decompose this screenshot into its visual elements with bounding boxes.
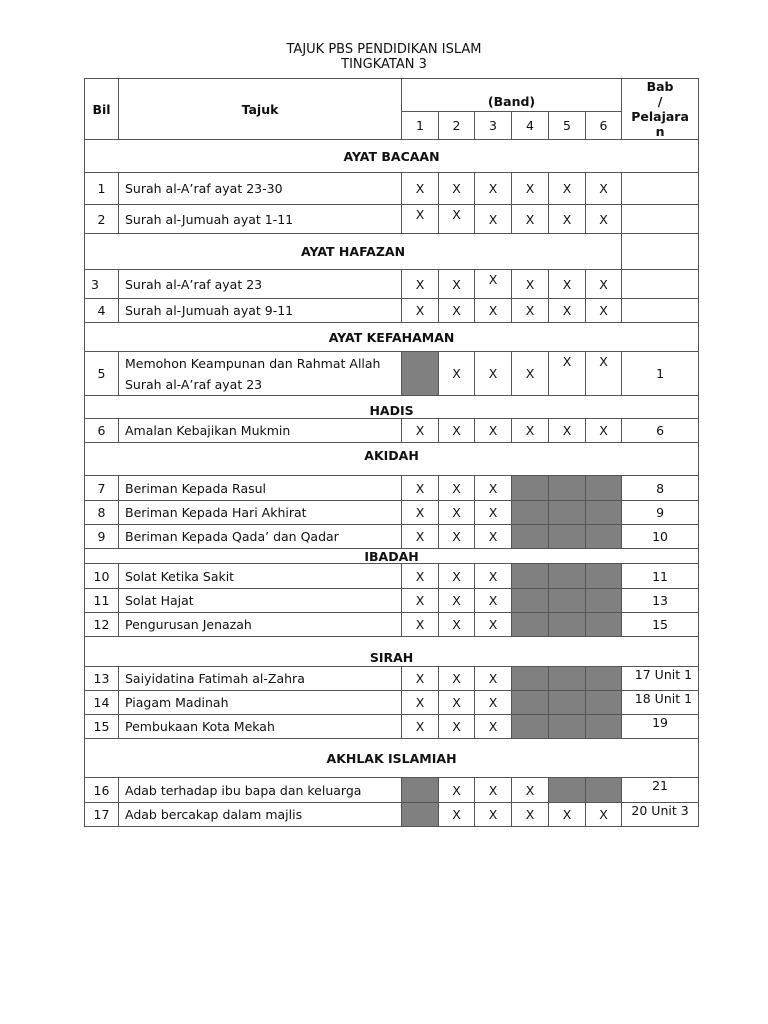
table-row bbox=[85, 476, 699, 501]
band-mark: X bbox=[402, 205, 439, 234]
band-mark: X bbox=[439, 419, 475, 443]
row-tajuk: Solat Ketika Sakit bbox=[119, 564, 402, 589]
band-mark: X bbox=[439, 715, 475, 739]
band-shaded bbox=[512, 613, 549, 637]
empty-cell bbox=[622, 234, 699, 270]
row-bab: 11 bbox=[622, 564, 699, 589]
band-mark: X bbox=[475, 589, 512, 613]
band-shaded bbox=[402, 778, 439, 803]
band-shaded bbox=[586, 501, 622, 525]
band-shaded bbox=[549, 476, 586, 501]
band-mark: X bbox=[402, 299, 439, 323]
band-mark: X bbox=[586, 803, 622, 827]
row-bil: 4 bbox=[85, 299, 119, 323]
section-row bbox=[85, 443, 699, 476]
row-bil: 5 bbox=[85, 352, 119, 396]
band-mark: X bbox=[512, 205, 549, 234]
band-shaded bbox=[586, 778, 622, 803]
table-row bbox=[85, 778, 699, 803]
row-bil: 8 bbox=[85, 501, 119, 525]
table-row bbox=[85, 352, 699, 396]
band-mark: X bbox=[512, 803, 549, 827]
band-mark: X bbox=[475, 778, 512, 803]
row-bil: 12 bbox=[85, 613, 119, 637]
row-bab: 21 bbox=[622, 778, 699, 803]
row-bil: 13 bbox=[85, 667, 119, 691]
band-shaded bbox=[549, 613, 586, 637]
title-line-2: TINGKATAN 3 bbox=[341, 57, 427, 72]
section-ibadah: IBADAH bbox=[85, 549, 699, 564]
row-bil: 14 bbox=[85, 691, 119, 715]
table-row bbox=[85, 667, 699, 691]
band-mark: X bbox=[402, 476, 439, 501]
table-row bbox=[85, 299, 699, 323]
table-row bbox=[85, 525, 699, 549]
section-akhlak-islamiah: AKHLAK ISLAMIAH bbox=[85, 739, 699, 778]
table-row bbox=[85, 564, 699, 589]
section-row bbox=[85, 637, 699, 667]
band-shaded bbox=[586, 525, 622, 549]
row-bil: 11 bbox=[85, 589, 119, 613]
section-row bbox=[85, 549, 699, 564]
band-shaded bbox=[549, 564, 586, 589]
row-tajuk: Pembukaan Kota Mekah bbox=[119, 715, 402, 739]
band-mark: X bbox=[475, 419, 512, 443]
row-bab bbox=[622, 270, 699, 299]
band-shaded bbox=[549, 778, 586, 803]
band-shaded bbox=[512, 667, 549, 691]
band-shaded bbox=[586, 476, 622, 501]
section-ayat-kefahaman: AYAT KEFAHAMAN bbox=[85, 323, 699, 352]
band-mark: X bbox=[512, 419, 549, 443]
band-mark: X bbox=[475, 270, 512, 299]
band-mark: X bbox=[512, 352, 549, 396]
band-level: 3 bbox=[475, 112, 512, 140]
band-mark: X bbox=[512, 778, 549, 803]
row-bil: 1 bbox=[85, 173, 119, 205]
section-ayat-bacaan: AYAT BACAAN bbox=[85, 140, 699, 173]
band-mark: X bbox=[402, 715, 439, 739]
band-mark: X bbox=[402, 691, 439, 715]
row-bab: 8 bbox=[622, 476, 699, 501]
col-header-tajuk: Tajuk bbox=[119, 79, 402, 140]
row-bab: 1 bbox=[622, 352, 699, 396]
band-mark: X bbox=[549, 205, 586, 234]
row-bab bbox=[622, 299, 699, 323]
table-row bbox=[85, 205, 699, 234]
band-mark: X bbox=[439, 501, 475, 525]
pbs-table bbox=[84, 78, 699, 827]
row-bil: 3 bbox=[85, 270, 119, 299]
band-mark: X bbox=[586, 173, 622, 205]
header-row bbox=[85, 79, 699, 112]
row-tajuk-line1: Memohon Keampunan dan Rahmat Allah bbox=[125, 355, 381, 371]
band-mark: X bbox=[402, 564, 439, 589]
document-title bbox=[0, 42, 768, 72]
band-mark: X bbox=[439, 589, 475, 613]
band-mark: X bbox=[439, 778, 475, 803]
band-mark: X bbox=[439, 205, 475, 234]
band-shaded bbox=[549, 667, 586, 691]
row-bab: 9 bbox=[622, 501, 699, 525]
band-mark: X bbox=[475, 205, 512, 234]
band-mark: X bbox=[475, 564, 512, 589]
band-level: 4 bbox=[512, 112, 549, 140]
row-bab: 20 Unit 3 bbox=[622, 803, 699, 827]
row-tajuk: Beriman Kepada Rasul bbox=[119, 476, 402, 501]
table-row bbox=[85, 691, 699, 715]
band-shaded bbox=[549, 525, 586, 549]
bab-header-line1: Bab bbox=[646, 79, 674, 94]
title-line-1: TAJUK PBS PENDIDIKAN ISLAM bbox=[286, 42, 482, 57]
band-mark: X bbox=[549, 173, 586, 205]
band-mark: X bbox=[549, 299, 586, 323]
row-tajuk: Surah al-Jumuah ayat 9-11 bbox=[119, 299, 402, 323]
band-mark: X bbox=[549, 419, 586, 443]
band-shaded bbox=[512, 691, 549, 715]
band-mark: X bbox=[402, 501, 439, 525]
band-mark: X bbox=[439, 352, 475, 396]
table-row bbox=[85, 419, 699, 443]
band-mark: X bbox=[512, 299, 549, 323]
band-shaded bbox=[512, 715, 549, 739]
band-shaded bbox=[512, 476, 549, 501]
table-row bbox=[85, 173, 699, 205]
band-mark: X bbox=[475, 352, 512, 396]
row-bab: 13 bbox=[622, 589, 699, 613]
band-mark: X bbox=[549, 352, 586, 396]
band-shaded bbox=[512, 589, 549, 613]
row-bab: 17 Unit 1 bbox=[622, 667, 699, 691]
band-shaded bbox=[549, 715, 586, 739]
section-row bbox=[85, 140, 699, 173]
band-mark: X bbox=[402, 589, 439, 613]
band-mark: X bbox=[549, 803, 586, 827]
section-row bbox=[85, 739, 699, 778]
row-bab: 10 bbox=[622, 525, 699, 549]
row-tajuk: Amalan Kebajikan Mukmin bbox=[119, 419, 402, 443]
band-mark: X bbox=[475, 667, 512, 691]
row-bab: 6 bbox=[622, 419, 699, 443]
band-mark: X bbox=[586, 419, 622, 443]
table-row bbox=[85, 613, 699, 637]
table-row bbox=[85, 589, 699, 613]
band-mark: X bbox=[512, 270, 549, 299]
row-tajuk: Beriman Kepada Qada’ dan Qadar bbox=[119, 525, 402, 549]
row-tajuk: Piagam Madinah bbox=[119, 691, 402, 715]
table-row bbox=[85, 270, 699, 299]
band-shaded bbox=[402, 352, 439, 396]
row-bil: 6 bbox=[85, 419, 119, 443]
row-bab bbox=[622, 173, 699, 205]
row-bab: 18 Unit 1 bbox=[622, 691, 699, 715]
band-shaded bbox=[549, 691, 586, 715]
band-shaded bbox=[586, 691, 622, 715]
band-mark: X bbox=[402, 613, 439, 637]
band-mark: X bbox=[475, 476, 512, 501]
row-tajuk bbox=[119, 352, 402, 396]
band-mark: X bbox=[402, 270, 439, 299]
band-mark: X bbox=[439, 270, 475, 299]
band-mark: X bbox=[439, 525, 475, 549]
section-row bbox=[85, 396, 699, 419]
bab-header-line3: Pelajara bbox=[631, 109, 689, 124]
band-mark: X bbox=[402, 525, 439, 549]
table-row bbox=[85, 501, 699, 525]
band-mark: X bbox=[475, 501, 512, 525]
band-mark: X bbox=[549, 270, 586, 299]
band-mark: X bbox=[586, 205, 622, 234]
band-shaded bbox=[586, 613, 622, 637]
band-mark: X bbox=[439, 476, 475, 501]
band-mark: X bbox=[475, 691, 512, 715]
band-mark: X bbox=[402, 667, 439, 691]
section-ayat-hafazan: AYAT HAFAZAN bbox=[85, 234, 622, 270]
band-level: 6 bbox=[586, 112, 622, 140]
row-bil: 17 bbox=[85, 803, 119, 827]
col-header-bil: Bil bbox=[85, 79, 119, 140]
row-bil: 7 bbox=[85, 476, 119, 501]
band-mark: X bbox=[475, 613, 512, 637]
band-mark: X bbox=[439, 667, 475, 691]
band-level: 2 bbox=[439, 112, 475, 140]
row-bil: 2 bbox=[85, 205, 119, 234]
section-hadis: HADIS bbox=[85, 396, 699, 419]
band-mark: X bbox=[475, 299, 512, 323]
band-shaded bbox=[549, 589, 586, 613]
band-shaded bbox=[512, 501, 549, 525]
row-bil: 10 bbox=[85, 564, 119, 589]
col-header-bab bbox=[622, 79, 699, 140]
row-bil: 9 bbox=[85, 525, 119, 549]
band-shaded bbox=[549, 501, 586, 525]
row-tajuk: Surah al-A’raf ayat 23 bbox=[119, 270, 402, 299]
row-tajuk-line2: Surah al-A’raf ayat 23 bbox=[125, 376, 263, 392]
band-mark: X bbox=[402, 173, 439, 205]
row-tajuk: Surah al-A’raf ayat 23-30 bbox=[119, 173, 402, 205]
band-shaded bbox=[586, 589, 622, 613]
bab-header-line2: / bbox=[657, 94, 663, 109]
row-tajuk: Solat Hajat bbox=[119, 589, 402, 613]
row-bil: 15 bbox=[85, 715, 119, 739]
row-tajuk: Beriman Kepada Hari Akhirat bbox=[119, 501, 402, 525]
band-mark: X bbox=[439, 299, 475, 323]
row-bil: 16 bbox=[85, 778, 119, 803]
band-mark: X bbox=[512, 173, 549, 205]
row-bab: 15 bbox=[622, 613, 699, 637]
band-shaded bbox=[512, 564, 549, 589]
section-row bbox=[85, 323, 699, 352]
row-bab: 19 bbox=[622, 715, 699, 739]
band-shaded bbox=[586, 715, 622, 739]
band-mark: X bbox=[475, 173, 512, 205]
row-bab bbox=[622, 205, 699, 234]
band-mark: X bbox=[586, 352, 622, 396]
band-shaded bbox=[402, 803, 439, 827]
table-row bbox=[85, 803, 699, 827]
band-mark: X bbox=[439, 564, 475, 589]
row-tajuk: Adab terhadap ibu bapa dan keluarga bbox=[119, 778, 402, 803]
band-mark: X bbox=[475, 525, 512, 549]
band-mark: X bbox=[475, 803, 512, 827]
section-akidah: AKIDAH bbox=[85, 443, 699, 476]
band-mark: X bbox=[439, 173, 475, 205]
band-shaded bbox=[512, 525, 549, 549]
row-tajuk: Surah al-Jumuah ayat 1-11 bbox=[119, 205, 402, 234]
band-shaded bbox=[586, 564, 622, 589]
row-tajuk: Adab bercakap dalam majlis bbox=[119, 803, 402, 827]
band-mark: X bbox=[402, 419, 439, 443]
table-row bbox=[85, 715, 699, 739]
band-mark: X bbox=[439, 691, 475, 715]
band-shaded bbox=[586, 667, 622, 691]
band-mark: X bbox=[475, 715, 512, 739]
bab-header-line4: n bbox=[655, 124, 665, 139]
band-level: 1 bbox=[402, 112, 439, 140]
band-mark: X bbox=[586, 270, 622, 299]
band-mark: X bbox=[439, 803, 475, 827]
row-tajuk: Pengurusan Jenazah bbox=[119, 613, 402, 637]
section-row bbox=[85, 234, 699, 270]
col-header-band: (Band) bbox=[402, 79, 622, 112]
band-level: 5 bbox=[549, 112, 586, 140]
row-tajuk: Saiyidatina Fatimah al-Zahra bbox=[119, 667, 402, 691]
band-mark: X bbox=[586, 299, 622, 323]
section-sirah: SIRAH bbox=[85, 637, 699, 667]
band-mark: X bbox=[439, 613, 475, 637]
